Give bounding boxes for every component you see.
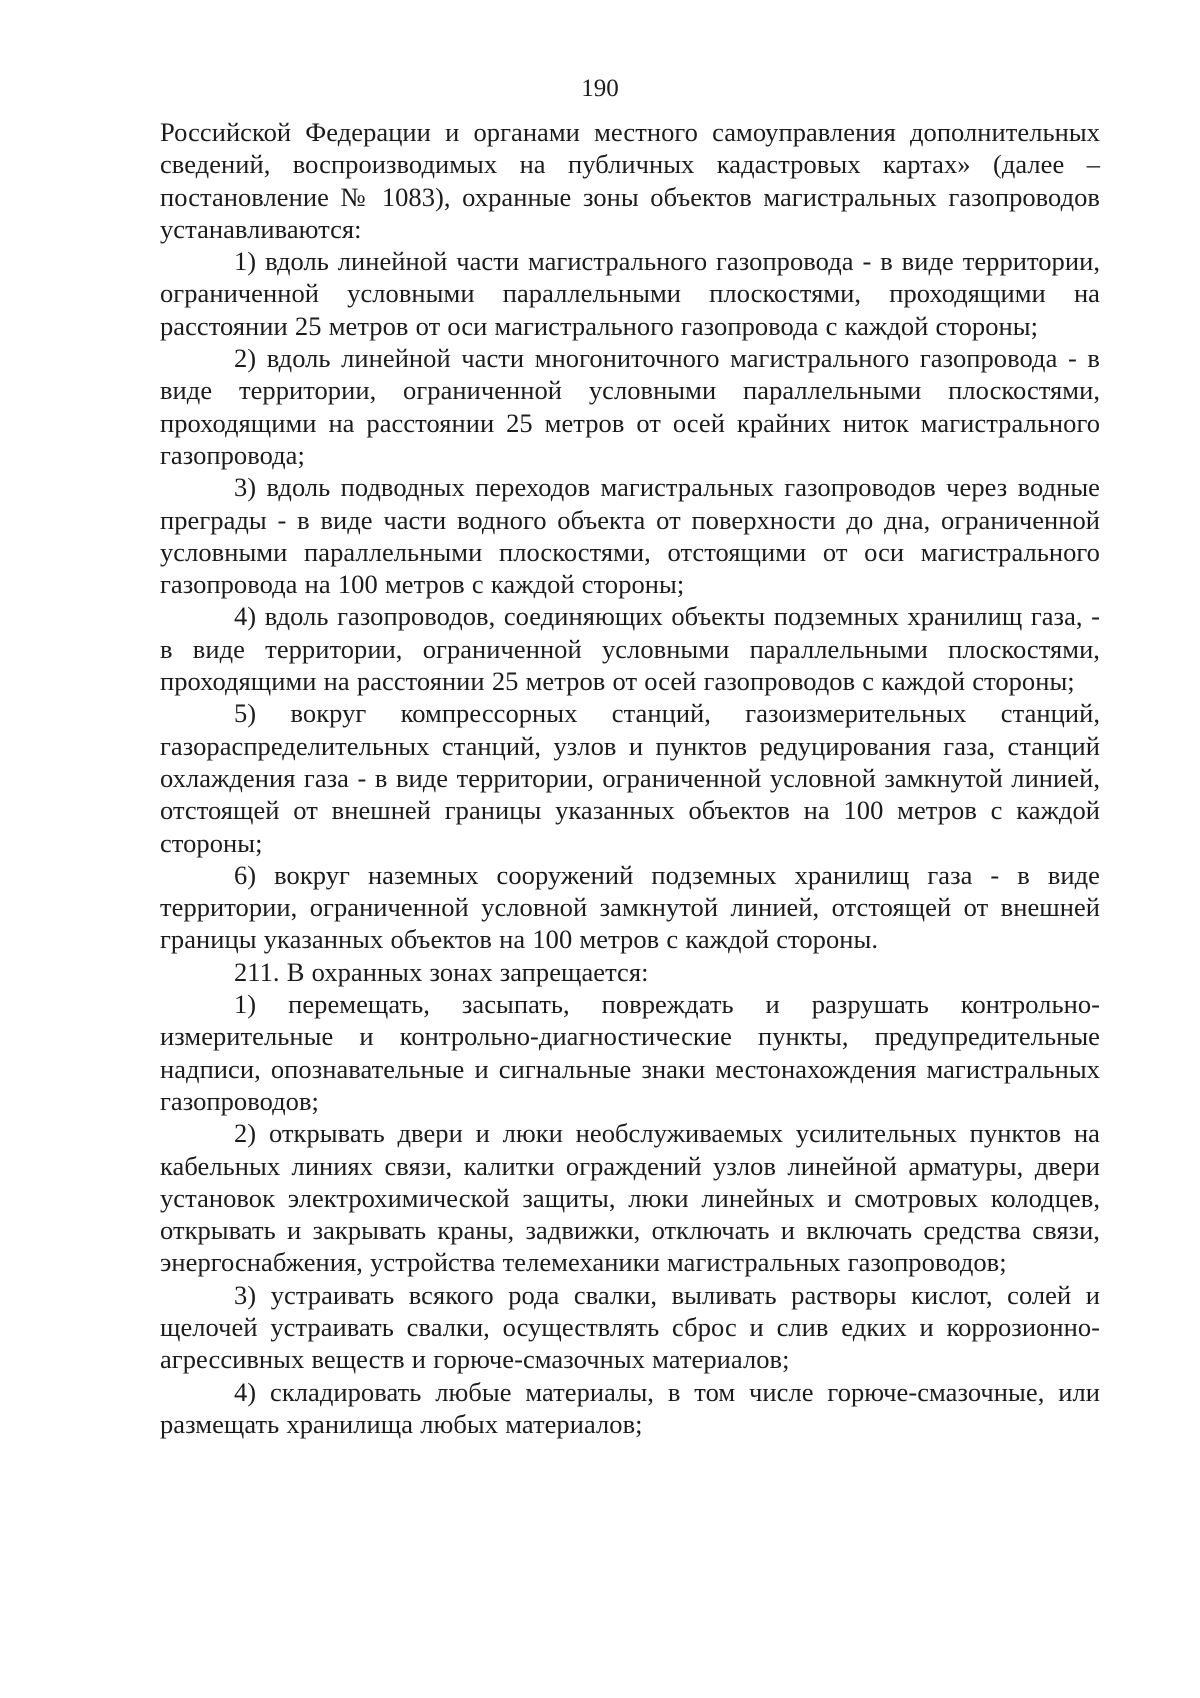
paragraph-zone-item-5: 5) вокруг компрессорных станций, газоизмерительных станций, газораспределительных станций, узлов и пунктов редуцирования газа, станций охлаждения газа - в виде территории, ограниченной условной замкнутой линией, отстоящей от внешней границы указанных объектов на 100 метров с каждой стороны; [160,698,1100,858]
paragraph-zone-item-3: 3) вдоль подводных переходов магистральных газопроводов через водные преграды - в виде части водного объекта от поверхности до дна, ограниченной условными параллельными плоскостями, отстоящими от оси магистрального газопровода на 100 метров с каждой стороны; [160,472,1100,600]
paragraph-prohibition-item-1: 1) перемещать, засыпать, повреждать и разрушать контрольно-измерительные и контрольно-диагностические пункты, предупредительные надписи, опознавательные и сигнальные знаки местонахождения магистральных газопроводов; [160,989,1100,1116]
paragraph-zone-item-4: 4) вдоль газопроводов, соединяющих объекты подземных хранилищ газа, - в виде территории, ограниченной условными параллельными плоскостями, проходящими на расстоянии 25 метров от осей газопроводов с каждой стороны; [160,601,1100,697]
paragraph-continuation: Российской Федерации и органами местного самоуправления дополнительных сведений, воспроизводимых на публичных кадастровых картах» (далее – постановление № 1083), охранные зоны объектов магистральных газопроводов устанавливаются: [160,117,1100,244]
paragraph-zone-item-1: 1) вдоль линейной части магистрального газопровода - в виде территории, ограниченной условными параллельными плоскостями, проходящими на расстоянии 25 метров от оси магистрального газопровода с каждой стороны; [160,246,1100,341]
paragraph-prohibition-item-4: 4) складировать любые материалы, в том числе горюче-смазочные, или размещать хранилища любых материалов; [160,1376,1100,1439]
paragraph-section-211: 211. В охранных зонах запрещается: [234,956,649,987]
paragraph-zone-item-2: 2) вдоль линейной части многониточного магистрального газопровода - в виде территории, ограниченной условными параллельными плоскостями, проходящими на расстоянии 25 метров от осей крайних ниток магистрального газопровода; [160,343,1100,470]
page-number: 190 [581,75,619,102]
paragraph-prohibition-item-2: 2) открывать двери и люки необслуживаемых усилительных пунктов на кабельных линиях связи, калитки ограждений узлов линейной арматуры, двери установок электрохимической защиты, люки линейных и смотровых колодцев, открывать и закрывать краны, задвижки, отключать и включать средства связи, энергоснабжения, устройства телемеханики магистральных газопроводов; [160,1118,1100,1278]
paragraph-zone-item-6: 6) вокруг наземных сооружений подземных хранилищ газа - в виде территории, ограниченной условной замкнутой линией, отстоящей от внешней границы указанных объектов на 100 метров с каждой стороны. [160,859,1100,955]
paragraph-prohibition-item-3: 3) устраивать всякого рода свалки, выливать растворы кислот, солей и щелочей устраивать свалки, осуществлять сброс и слив едких и коррозионно-агрессивных веществ и горюче-смазочных материалов; [160,1279,1100,1375]
document-body [160,116,1100,1440]
